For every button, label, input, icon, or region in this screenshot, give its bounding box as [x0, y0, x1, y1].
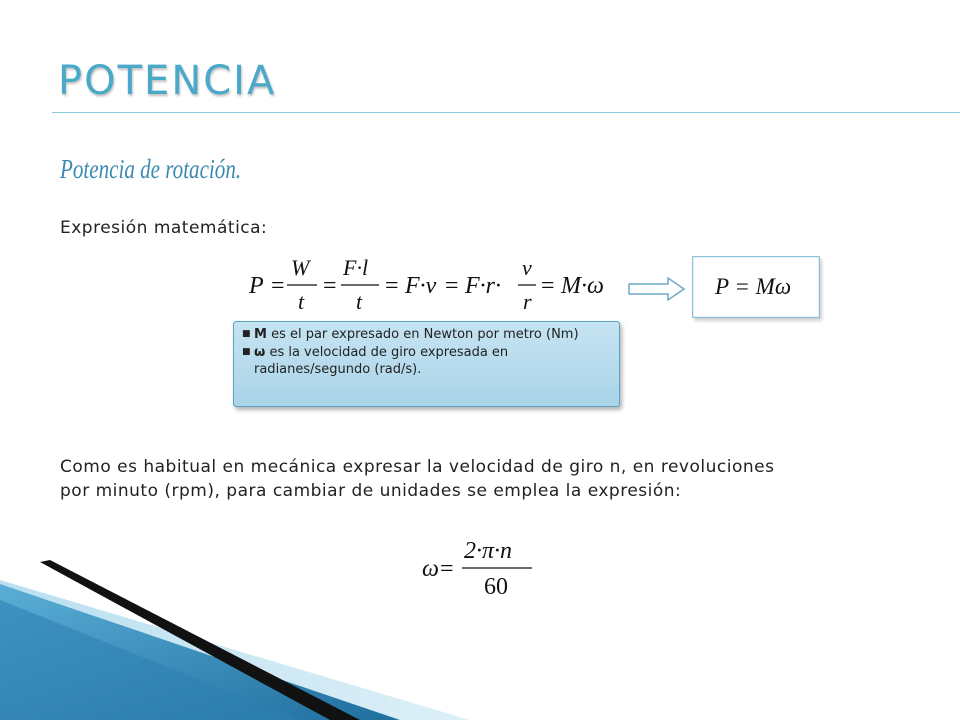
formula-fr: F·r·: [465, 273, 501, 299]
formula-eq: =: [271, 273, 285, 299]
result-formula: [713, 269, 803, 303]
note-item: [242, 344, 613, 379]
formula-t: t: [356, 289, 363, 314]
omega-lhs: ω: [422, 556, 439, 582]
formula-fl: F·l: [343, 255, 369, 280]
formula-eq: =: [323, 273, 337, 299]
formula-w: W: [291, 255, 310, 280]
omega-eq: =: [440, 556, 454, 582]
formula-t: t: [298, 289, 305, 314]
formula-mw: M·ω: [561, 273, 604, 299]
formula-r: r: [523, 289, 532, 314]
result-box: [692, 256, 820, 318]
omega-numerator: 2·π·n: [464, 538, 513, 564]
slide-subtitle: Potencia de rotación.: [60, 154, 242, 184]
omega-denominator: 60: [484, 574, 508, 600]
formula-v: v: [522, 255, 532, 280]
formula-fv: F·v: [405, 273, 437, 299]
note-symbol: ω: [254, 344, 266, 360]
title-divider: [52, 112, 960, 113]
square-bullet-icon: ■: [242, 329, 251, 339]
main-power-formula: [247, 255, 617, 315]
corner-decoration: [0, 560, 480, 720]
note-description: es el par expresado en Newton por metro (Nm): [266, 327, 579, 342]
explanation-paragraph: Como es habitual en mecánica expresar la velocidad de giro n, en revoluciones por minuto (rpm), para cambiar de unidades se emplea la expresión:: [60, 457, 775, 501]
note-symbol: M: [254, 327, 267, 342]
note-item: [242, 326, 613, 344]
note-description: es la velocidad de giro expresada en radianes/segundo (rad/s).: [254, 344, 509, 377]
formula-eq: =: [541, 273, 555, 299]
formula-eq: =: [385, 273, 399, 299]
result-formula-text: P = Mω: [715, 274, 792, 299]
slide-title: POTENCIA: [58, 58, 277, 104]
formula-p: P: [249, 273, 264, 299]
note-text: [254, 326, 579, 344]
note-text: [254, 344, 613, 379]
expression-label: Expresión matemática:: [60, 218, 268, 238]
formula-eq: =: [445, 273, 459, 299]
variable-notes-box: [233, 321, 620, 407]
square-bullet-icon: ■: [242, 346, 251, 357]
right-arrow-icon: [628, 276, 686, 302]
